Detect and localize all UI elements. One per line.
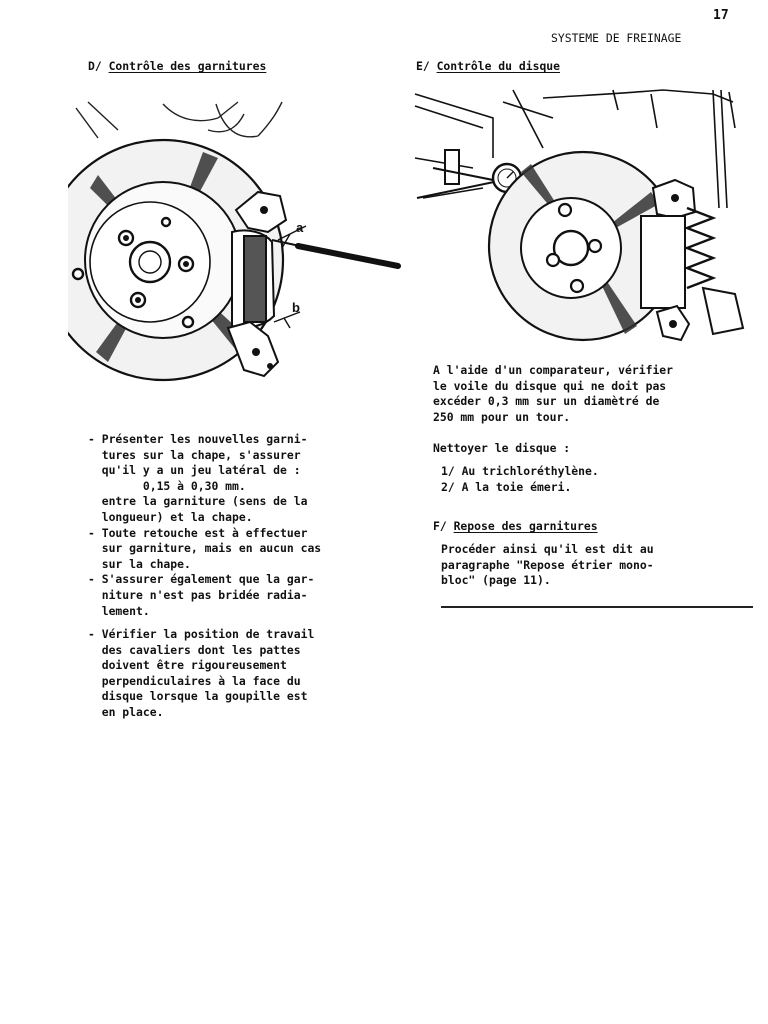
section-d-instructions-1: - Présenter les nouvelles garni- tures sur la chape, s'assurer qu'il y a un jeu latéral de : 0,15 à 0,30 mm. entre la garniture (sens de la longueur) et la chape. - Toute retouche est à effectuer sur garniture, mais en aucun cas sur la chape. - S'assurer également que la gar- niture n'est pas bridée radia- lement. <box>88 432 322 618</box>
section-f-paragraph: Procéder ainsi qu'il est dit au paragraphe "Repose étrier mono- bloc" (page 11). <box>441 542 654 588</box>
section-e-clean-heading: Nettoyer le disque : <box>433 441 571 455</box>
section-f-heading <box>433 519 598 533</box>
section-d-prefix: D/ <box>88 59 102 73</box>
page-header-title: SYSTEME DE FREINAGE <box>551 31 682 45</box>
section-e-prefix: E/ <box>416 59 430 73</box>
section-d-title: Contrôle des garnitures <box>108 59 267 73</box>
section-e-clean-steps: 1/ Au trichloréthylène. 2/ A la toie émeri. <box>441 464 599 494</box>
section-e-heading <box>416 59 560 73</box>
figure-pad-check <box>68 100 413 400</box>
section-d-instructions-2: - Vérifier la position de travail des cavaliers dont les pattes doivent être rigoureusement perpendiculaires à la face du disque lorsque la goupille est en place. <box>88 627 315 719</box>
section-e-paragraph: A l'aide d'un comparateur, vérifier le voile du disque qui ne doit pas excéder 0,3 mm sur un diamètré de 250 mm pour un tour. <box>433 363 674 424</box>
figure-label-b: b <box>292 300 300 315</box>
horizontal-rule <box>441 606 753 608</box>
section-e-title: Contrôle du disque <box>436 59 561 73</box>
section-f-prefix: F/ <box>433 519 447 533</box>
section-f-title: Repose des garnitures <box>453 519 598 533</box>
section-d-heading <box>88 59 266 73</box>
figure-label-a: a <box>296 220 304 235</box>
page-number: 17 <box>713 8 729 23</box>
figure-disc-check <box>413 88 748 350</box>
